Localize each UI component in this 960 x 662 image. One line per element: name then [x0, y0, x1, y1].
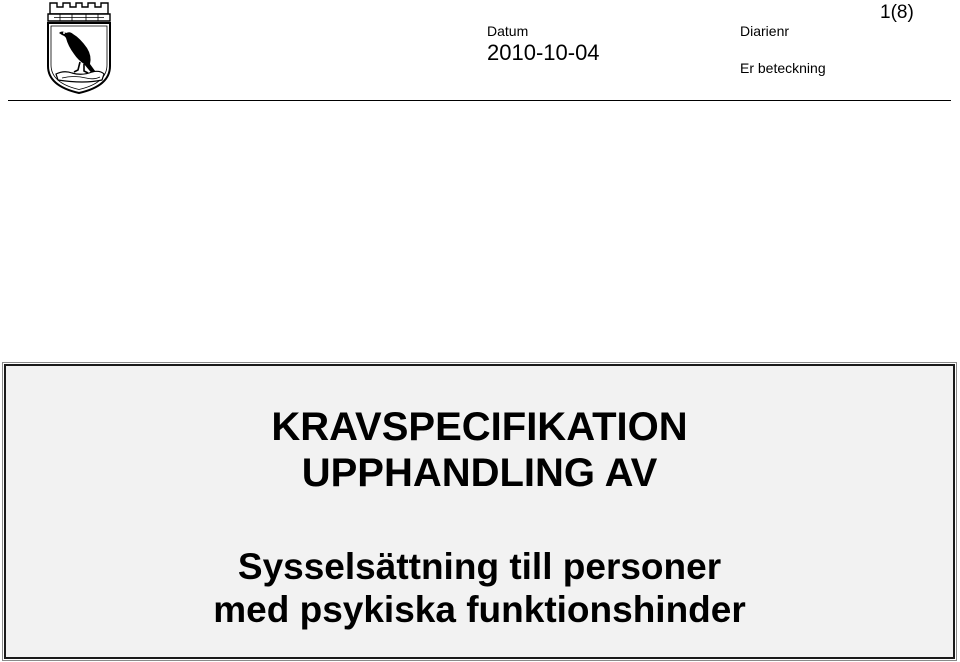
title-box	[4, 364, 955, 659]
coat-of-arms-icon	[44, 0, 114, 96]
document-subtitle: Sysselsättning till personer	[237, 546, 722, 587]
header-divider	[8, 100, 951, 101]
diary-number-label: Diarienr	[740, 23, 790, 39]
reference-label: Er beteckning	[740, 60, 826, 76]
date-value: 2010-10-04	[487, 40, 600, 65]
document-title-line2: UPPHANDLING AV	[301, 451, 658, 495]
page-number: 1(8)	[880, 2, 914, 23]
document-title: KRAVSPECIFIKATION	[271, 405, 688, 449]
date-label: Datum	[487, 23, 529, 39]
document-subtitle-line2: med psykiska funktionshinder	[213, 589, 746, 630]
